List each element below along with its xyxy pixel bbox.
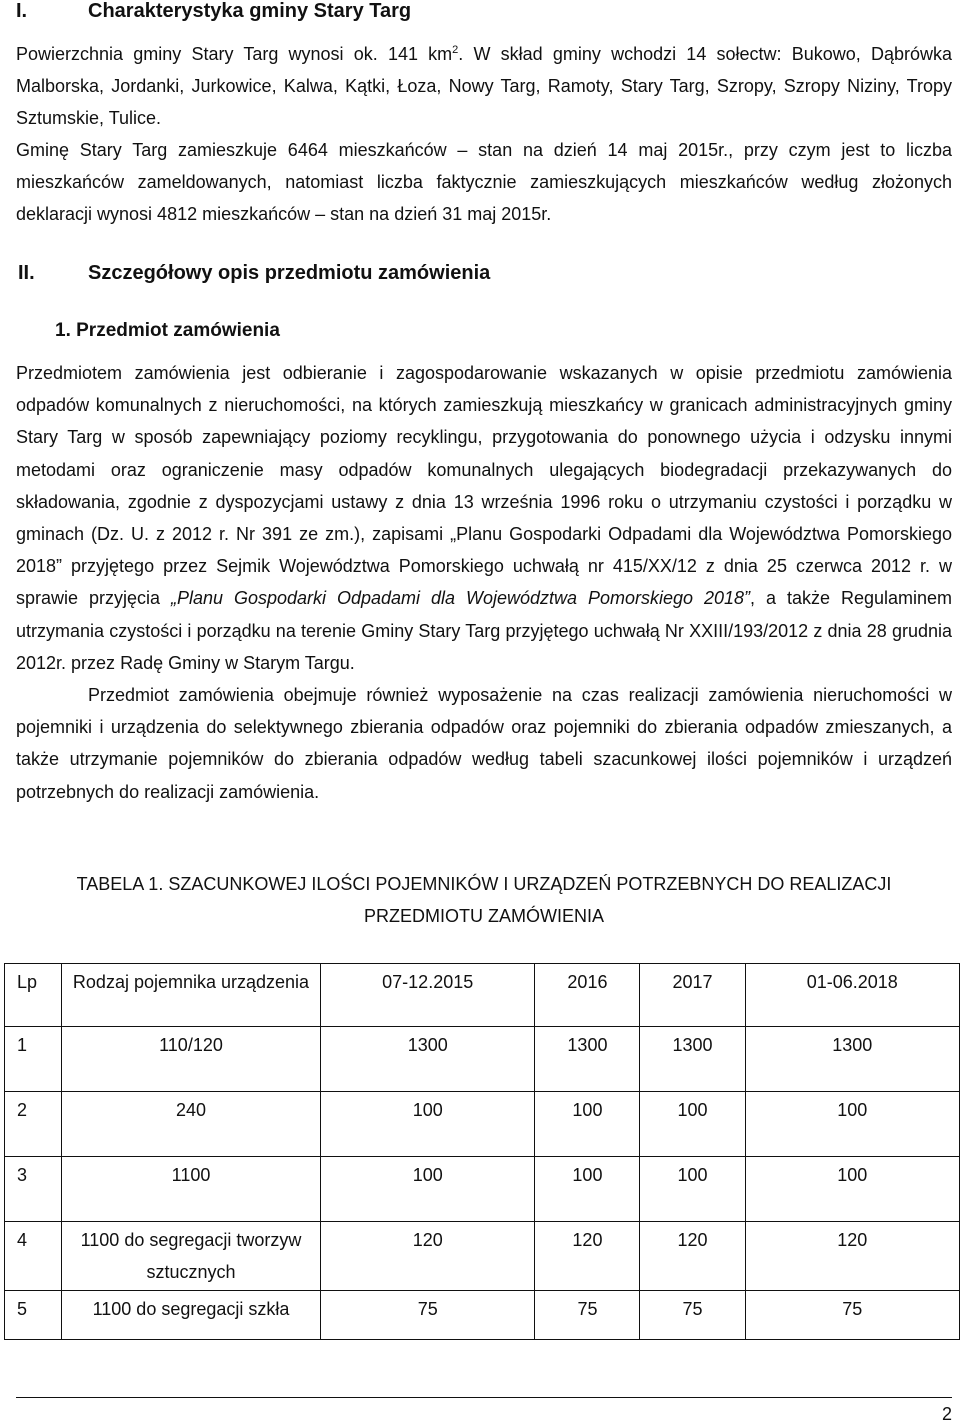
table-cell: 100 [745, 1157, 959, 1222]
table-header-row [5, 964, 960, 1027]
footer-divider [16, 1397, 952, 1398]
section-2-paragraph-2: Przedmiot zamówienia obejmuje również wyposażenie na czas realizacji zamówienia nieruchomości w pojemniki i urządzenia do selektywnego zbierania odpadów oraz pojemniki do zbierania odpadów zmieszanych, a także utrzymanie pojemników do zbierania odpadów według tabeli szacunkowej ilości pojemników i urządzeń potrzebnych do realizacji zamówienia. [16, 685, 952, 802]
section-2-title: Szczegółowy opis przedmiotu zamówienia [88, 262, 491, 284]
italic-plan-title: „Planu Gospodarki Odpadami dla Województwa Pomorskiego 2018” [170, 588, 751, 609]
table-cell: 120 [535, 1222, 640, 1291]
section-1-title: Charakterystyka gminy Stary Targ [88, 0, 412, 22]
table-cell: 75 [640, 1291, 745, 1340]
table-cell: 120 [745, 1222, 959, 1291]
table-cell: 75 [321, 1291, 535, 1340]
table-cell: 100 [321, 1092, 535, 1157]
table-cell: 100 [640, 1092, 745, 1157]
table-cell: 3 [5, 1157, 62, 1222]
table-cell: 1300 [745, 1027, 959, 1092]
section-2-body [16, 357, 952, 808]
table-cell: 120 [321, 1222, 535, 1291]
header-cell: 2017 [640, 964, 745, 1027]
table-cell: 1100 [62, 1157, 321, 1222]
table-row [5, 1291, 960, 1340]
page-number: 2 [941, 1404, 952, 1424]
section-1-paragraph-1: Powierzchnia gminy Stary Targ wynosi ok. 141 $km^2$. W skład gminy wchodzi 14 sołectw: Bukowo, Dąbrówka Malborska, Jordanki, Jurkowice, Kalwa, Kątki, Łoza, Nowy Targ, Ramoty, Stary Targ, Szropy, Szropy Niziny, Tropy Sztumskie, Tulice. [16, 44, 952, 128]
table-cell: 1100 do segregacji szkła [62, 1291, 321, 1340]
table-cell: 240 [62, 1092, 321, 1157]
section-2-paragraph-1: Przedmiotem zamówienia jest odbieranie i zagospodarowanie wskazanych w opisie przedmiotu zamówienia odpadów komunalnych z nieruchomości, na których zamieszkują mieszkańcy w granicach administracyjnych gminy Stary Targ w sposób zapewniający poziomy recyklingu, przygotowania do ponownego użycia i odzysku innymi metodami oraz ograniczenie masy odpadów komunalnych ulegających biodegradacji przekazywanych do składowania, zgodnie z dyspozycjami ustawy z dnia 13 września 1996 roku o utrzymaniu czystości i porządku w gminach (Dz. U. z 2012 r. Nr 391 ze zm.), zapisami „Planu Gospodarki Odpadami dla Województwa Pomorskiego 2018” przyjętego przez Sejmik Województwa Pomorskiego uchwałą nr 415/XX/12 z dnia 25 czerwca 2012 r. w sprawie przyjęcia „Planu Gospodarki Odpadami dla Województwa Pomorskiego 2018”, a także Regulaminem utrzymania czystości i porządku na terenie Gminy Stary Targ przyjętego uchwałą Nr XXIII/193/2012 z dnia 28 grudnia 2012r. przez Radę Gminy w Starym Targu. [16, 363, 952, 673]
table-cell: 120 [640, 1222, 745, 1291]
section-2-heading [18, 262, 490, 285]
containers-table [4, 963, 960, 1340]
table-cell: 2 [5, 1092, 62, 1157]
section-1-number: I. [16, 0, 28, 22]
header-cell: Lp [5, 964, 62, 1027]
table-cell: 100 [321, 1157, 535, 1222]
table-caption: TABELA 1. SZACUNKOWEJ ILOŚCI POJEMNIKÓW I URZĄDZEŃ POTRZEBNYCH DO REALIZACJI PRZEDMIOTU ZAMÓWIENIA [76, 874, 892, 926]
header-cell: 01-06.2018 [745, 964, 959, 1027]
table-cell: 110/120 [62, 1027, 321, 1092]
table-cell: 1100 do segregacji tworzyw sztucznych [62, 1222, 321, 1291]
table-row [5, 1027, 960, 1092]
table-row [5, 1222, 960, 1291]
table-cell: 100 [745, 1092, 959, 1157]
table-cell: 1300 [535, 1027, 640, 1092]
table-row [5, 1157, 960, 1222]
header-cell: 2016 [535, 964, 640, 1027]
table-cell: 75 [535, 1291, 640, 1340]
table-row [5, 1092, 960, 1157]
header-cell: 07-12.2015 [321, 964, 535, 1027]
table-cell: 5 [5, 1291, 62, 1340]
table-cell: 100 [535, 1157, 640, 1222]
table-cell: 1300 [640, 1027, 745, 1092]
table-cell: 100 [535, 1092, 640, 1157]
superscript: 2 [452, 44, 459, 56]
header-cell: Rodzaj pojemnika urządzenia [62, 964, 321, 1027]
table-cell: 1300 [321, 1027, 535, 1092]
table-cell: 1 [5, 1027, 62, 1092]
section-2-number: II. [18, 262, 35, 284]
table-cell: 100 [640, 1157, 745, 1222]
section-1-paragraph-2: Gminę Stary Targ zamieszkuje 6464 mieszkańców – stan na dzień 14 maj 2015r., przy czym jest to liczba mieszkańców zameldowanych, natomiast liczba faktycznie zamieszkujących mieszkańców według złożonych deklaracji wynosi 4812 mieszkańców – stan na dzień 31 maj 2015r. [16, 140, 952, 224]
table-cell: 4 [5, 1222, 62, 1291]
subsection-title: 1. Przedmiot zamówienia [55, 320, 280, 341]
table-cell: 75 [745, 1291, 959, 1340]
section-1-heading [16, 0, 411, 23]
